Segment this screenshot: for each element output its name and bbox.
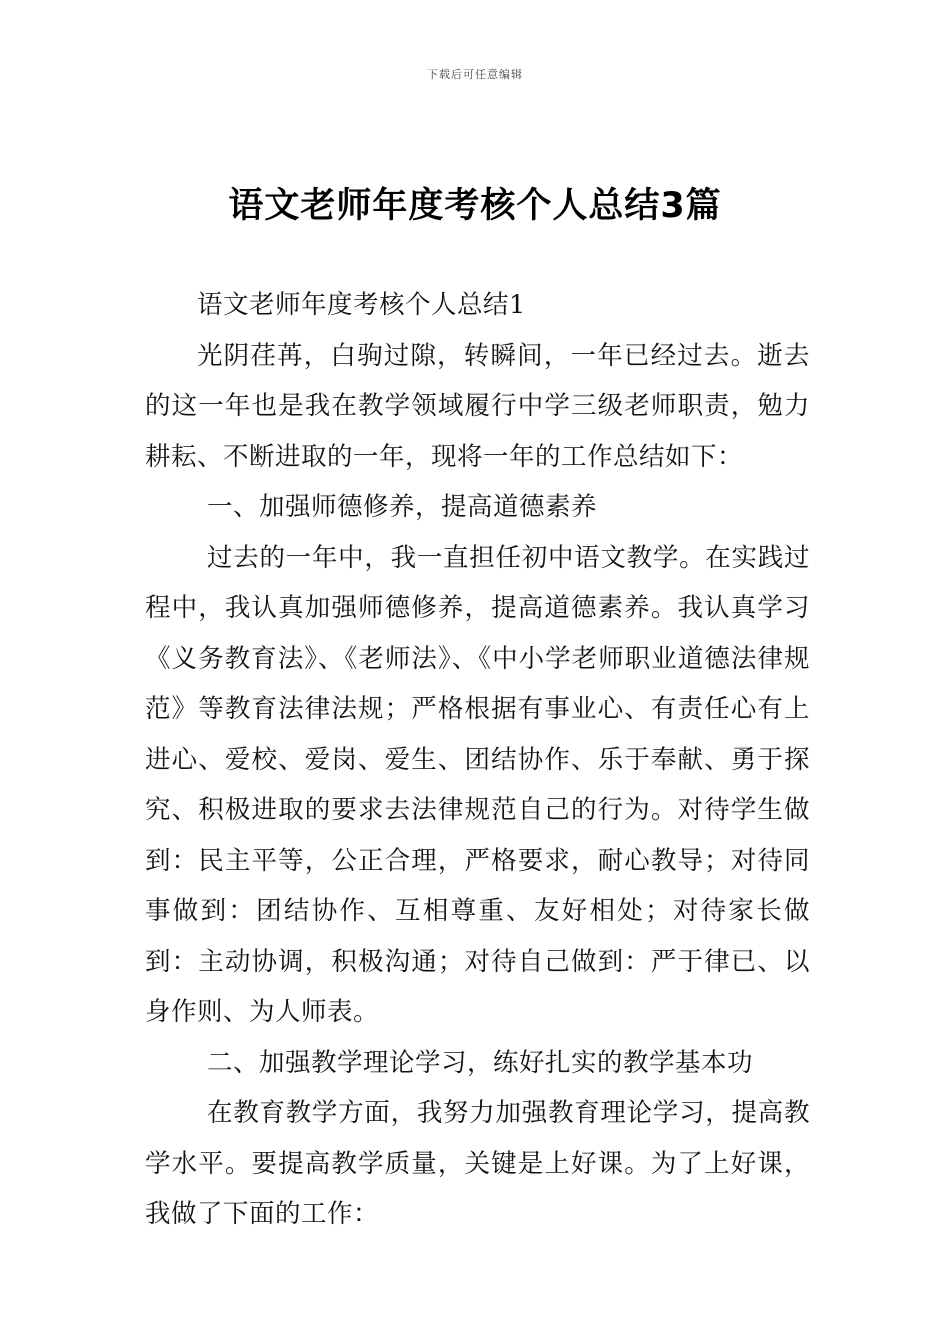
section-1-paragraph: 过去的一年中，我一直担任初中语文教学。在实践过程中，我认真加强师德修养，提高道德素养。我认真学习《义务教育法》、《老师法》、《中小学老师职业道德法律规范》等教育法律法规；严格根据有事业心、有责任心有上进心、爱校、爱岗、爱生、团结协作、乐于奉献、勇于探究、积极进取的要求去法律规范自己的行为。对待学生做到：民主平等，公正合理，严格要求，耐心教导；对待同事做到：团结协作、互相尊重、友好相处；对待家长做到：主动协调，积极沟通；对待自己做到：严于律已、以身作则、为人师表。 bbox=[145, 542, 810, 1027]
intro-paragraph: 光阴荏苒，白驹过隙，转瞬间，一年已经过去。逝去的这一年也是我在教学领域履行中学三级老师职责，勉力耕耘、不断进取的一年，现将一年的工作总结如下： bbox=[145, 340, 810, 472]
article-subtitle: 语文老师年度考核个人总结1 bbox=[197, 290, 526, 320]
section-1-heading: 一、加强师德修养，提高道德素养 bbox=[207, 492, 598, 522]
section-2-paragraph: 在教育教学方面，我努力加强教育理论学习，提高教学水平。要提高教学质量，关键是上好课。为了上好课，我做了下面的工作： bbox=[145, 1098, 810, 1229]
header-note: 下载后可任意编辑 bbox=[427, 68, 523, 81]
section-2-heading: 二、加强教学理论学习，练好扎实的教学基本功 bbox=[207, 1047, 754, 1078]
document-title: 语文老师年度考核个人总结3篇 bbox=[228, 186, 722, 226]
document-body bbox=[145, 280, 810, 1240]
